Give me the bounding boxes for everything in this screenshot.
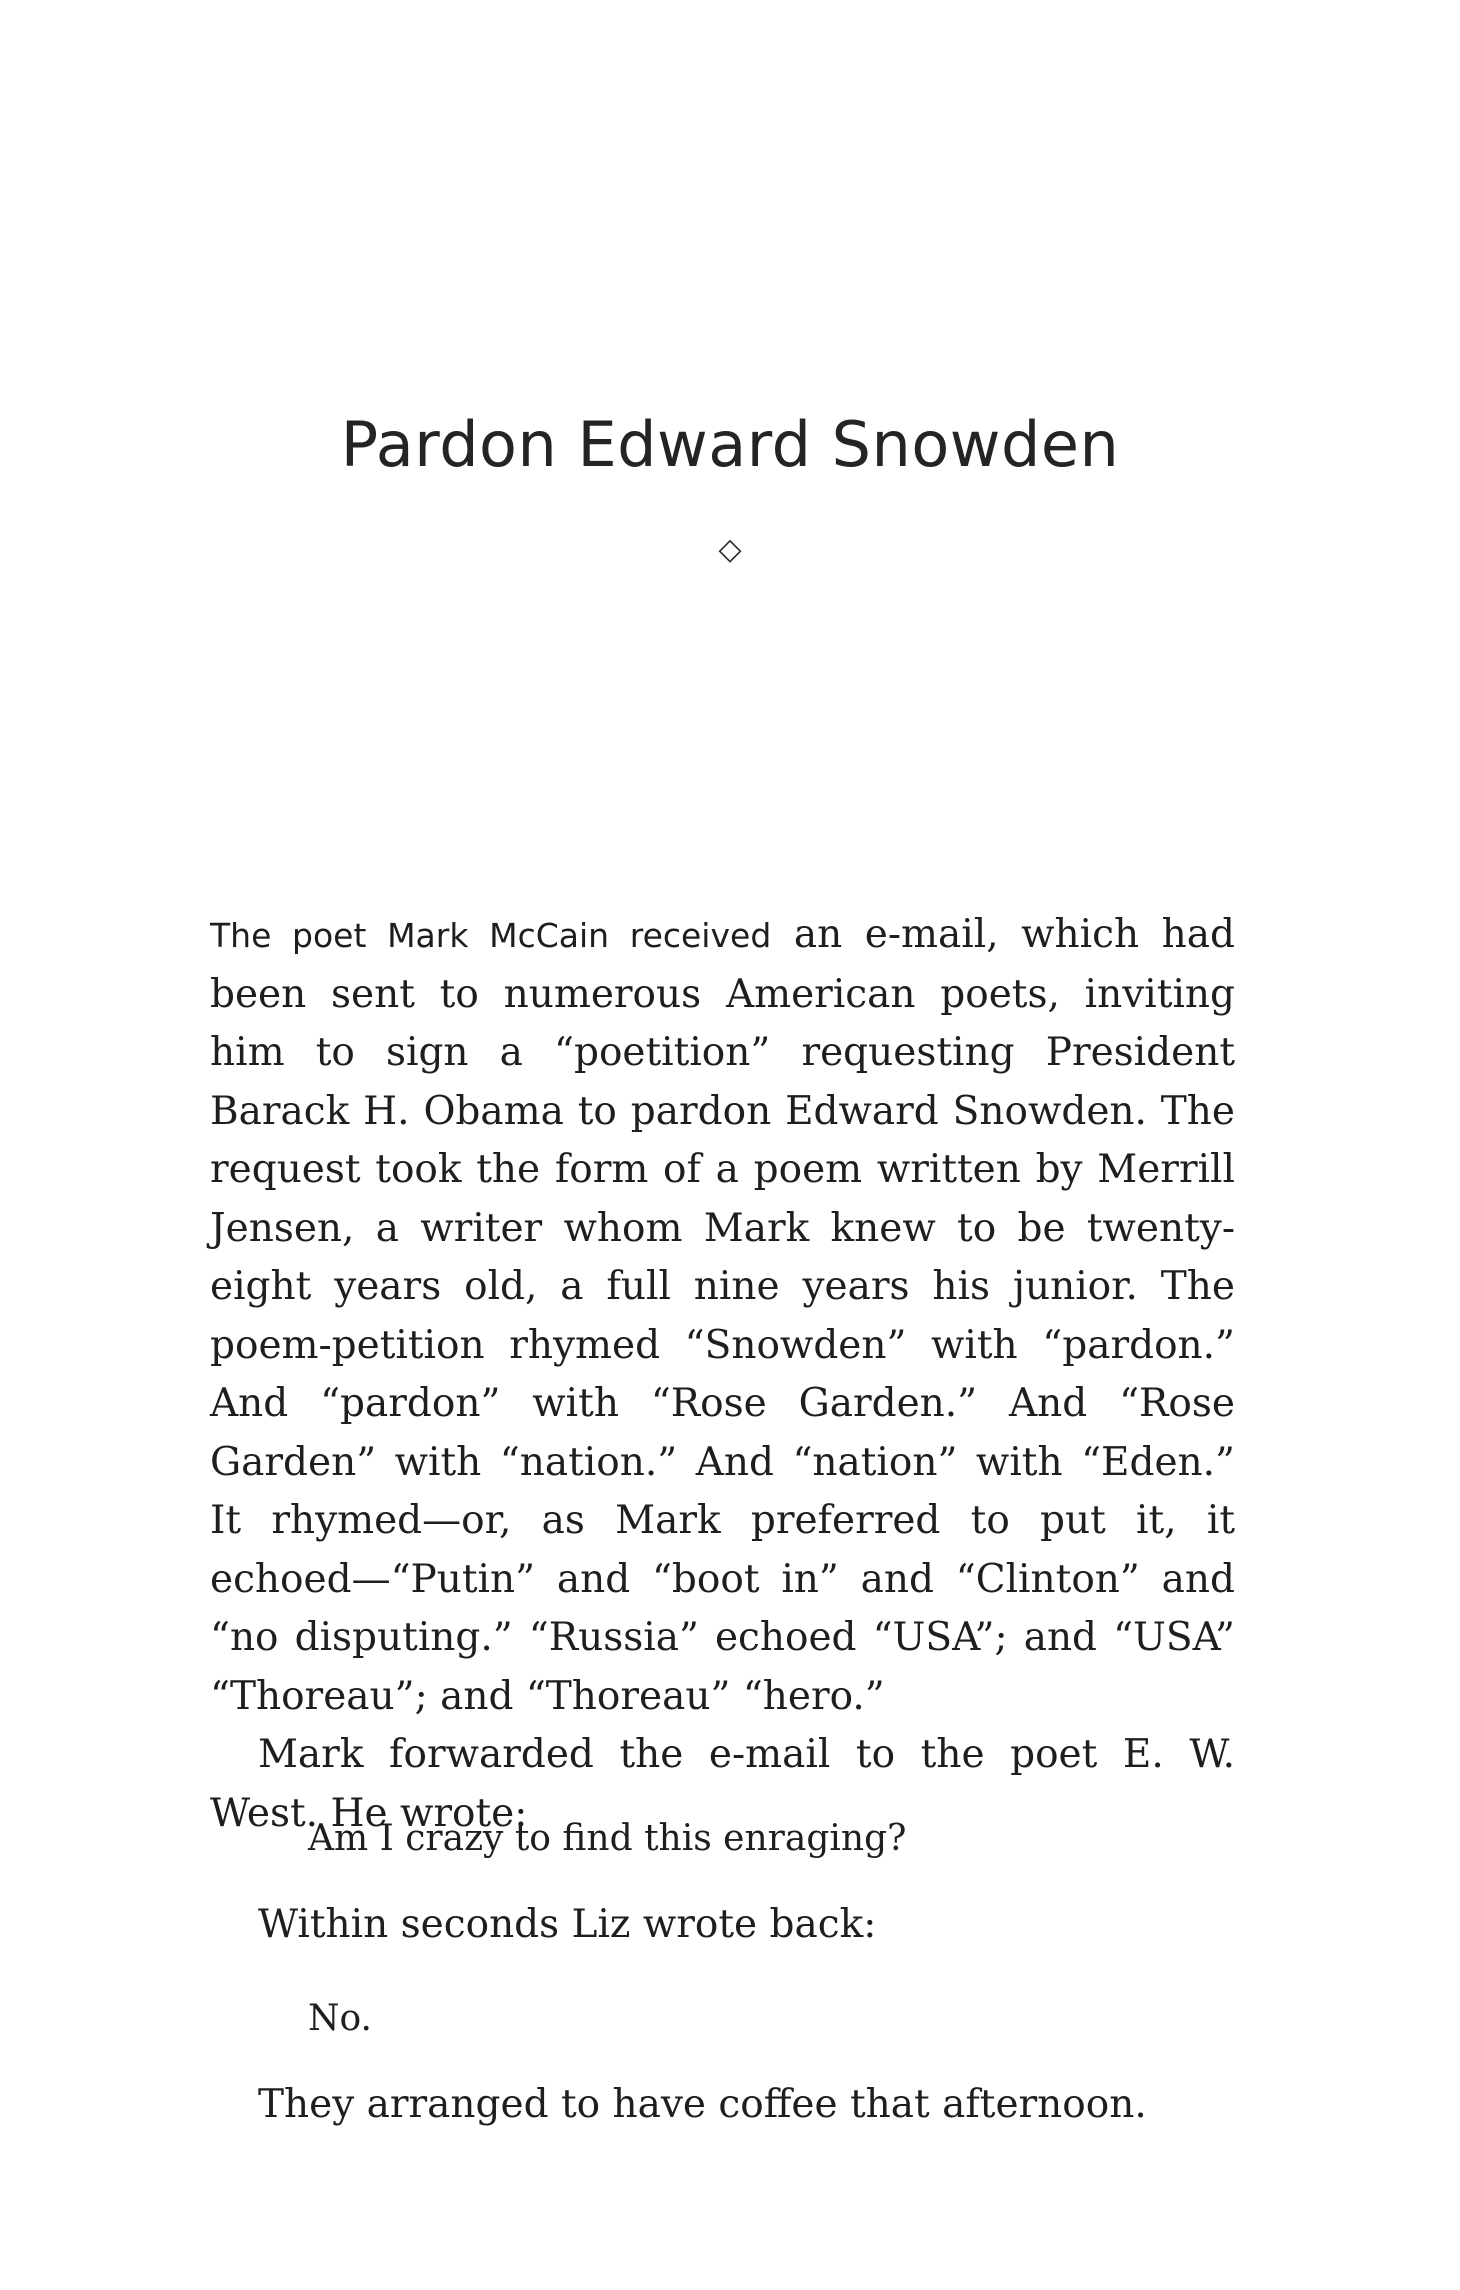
paragraph-2: Mark forwarded the e-mail to the poet E. W. West. He wrote: bbox=[210, 1732, 1235, 1836]
lead-in-text: The poet Mark McCain received bbox=[210, 916, 772, 955]
body-text bbox=[210, 906, 1235, 1843]
email-quote-2: No. bbox=[308, 1998, 372, 2039]
email-quote-1: Am I crazy to find this enraging? bbox=[308, 1818, 907, 1859]
paragraph-1-text: an e-mail, which had been sent to numerous American poets, inviting him to sign a “poetition” requesting President Barack H. Obama to pardon Edward Snowden. The request took the form of a poem written by Merrill Jensen, a writer whom Mark knew to be twenty-eight years old, a full nine years his junior. The poem-petition rhymed “Snowden” with “pardon.” And “pardon” with “Rose Garden.” And “Rose Garden” with “nation.” And “nation” with “Eden.” It rhymed—or, as Mark preferred to put it, it echoed—“Putin” and “boot in” and “Clinton” and “no disputing.” “Russia” echoed “USA”; and “USA” “Thoreau”; and “Thoreau” “hero.” bbox=[210, 912, 1235, 1719]
diamond-ornament-icon: ◇ bbox=[718, 532, 742, 567]
paragraph-3: Within seconds Liz wrote back: bbox=[258, 1902, 877, 1947]
paragraph-1 bbox=[210, 906, 1235, 1726]
paragraph-4: They arranged to have coffee that afternoon. bbox=[258, 2082, 1147, 2127]
chapter-title: Pardon Edward Snowden bbox=[340, 408, 1120, 481]
